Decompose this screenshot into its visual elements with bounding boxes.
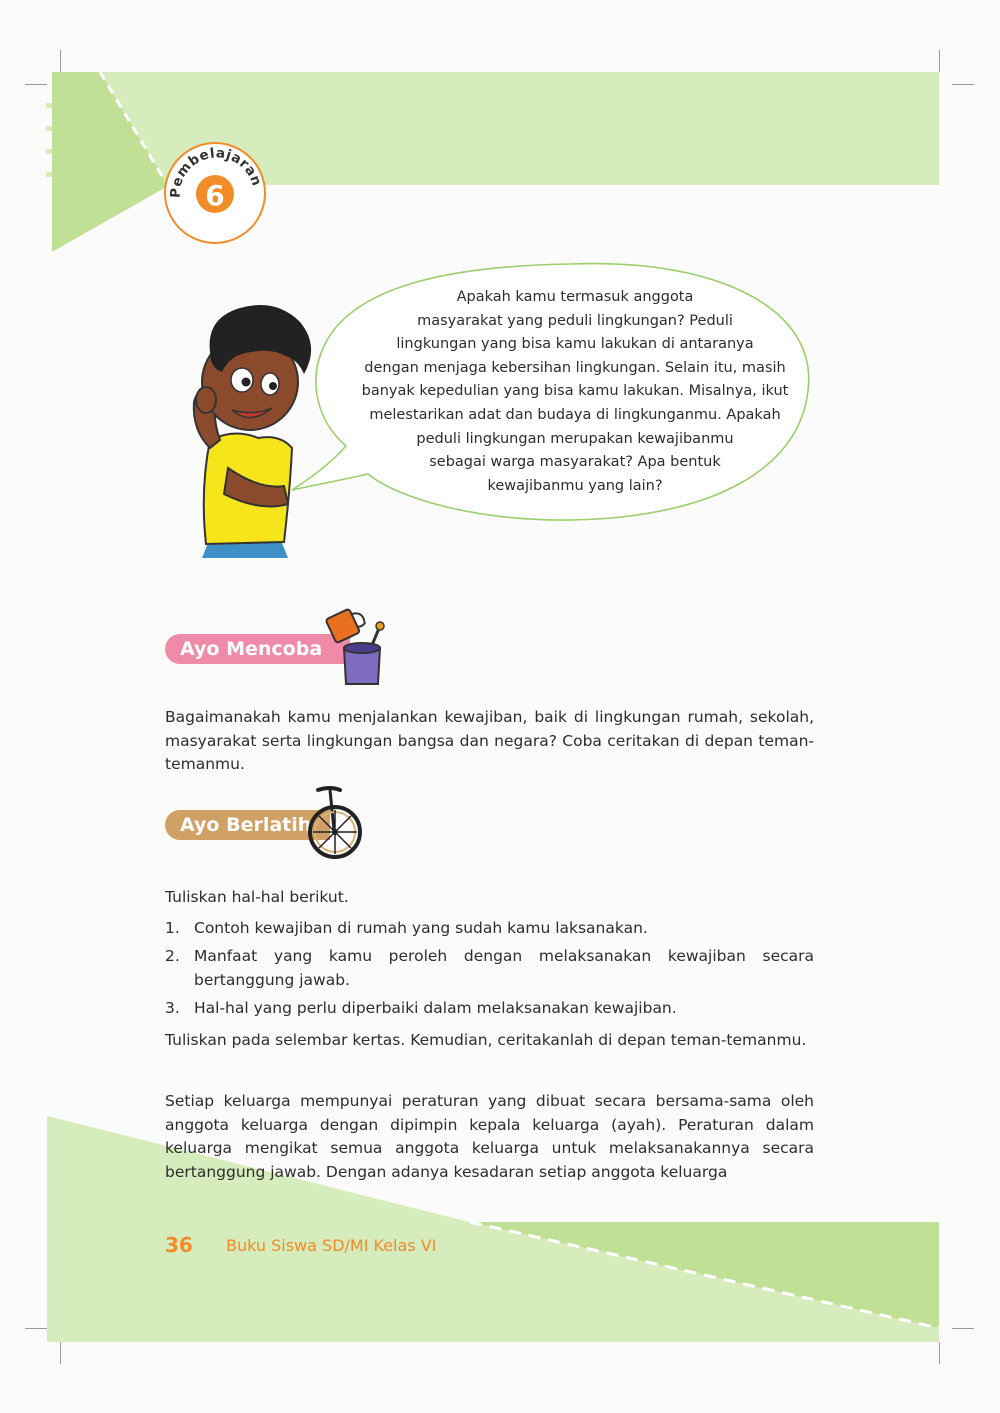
list-item-text: Manfaat yang kamu peroleh dengan melaksanakan kewajiban secara bertanggung jawab. (194, 947, 814, 989)
list-item-text: Hal-hal yang perlu diperbaiki dalam melaksanakan kewajiban. (194, 999, 677, 1017)
list-item-number: 3. (165, 999, 180, 1017)
bubble-line: kewajibanmu yang lain? (487, 477, 663, 494)
bubble-line: melestarikan adat dan budaya di lingkunganmu. Apakah (369, 406, 781, 423)
badge-number: 6 (205, 179, 225, 212)
header-decoration (0, 0, 1000, 260)
ayo-mencoba-text: Bagaimanakah kamu menjalankan kewajiban, baik di lingkungan rumah, sekolah, masyarakat serta lingkungan bangsa dan negara? Coba ceritakan di depan teman-temanmu. (165, 708, 814, 773)
bubble-line: sebagai warga masyarakat? Apa bentuk (429, 454, 721, 471)
ayo-berlatih-closing: Tuliskan pada selembar kertas. Kemudian, ceritakanlah di depan teman-temanmu. (165, 1031, 807, 1049)
ayo-mencoba-label: Ayo Mencoba (165, 634, 350, 664)
list-item-text: Contoh kewajiban di rumah yang sudah kamu laksanakan. (194, 919, 648, 937)
ayo-berlatih-label: Ayo Berlatih (165, 810, 330, 840)
bubble-line: banyak kepedulian yang bisa kamu lakukan. Misalnya, ikut (361, 383, 789, 400)
list-item-number: 1. (165, 919, 180, 937)
lesson-badge (162, 140, 268, 246)
bubble-line: masyarakat yang peduli lingkungan? Peduli (417, 312, 733, 329)
speech-bubble-text (344, 286, 806, 498)
cup-icon (320, 604, 390, 688)
page-number: 36 (165, 1233, 193, 1257)
unicycle-icon (304, 784, 366, 860)
ayo-berlatih-intro: Tuliskan hal-hal berikut. (165, 888, 349, 906)
main-paragraph: Setiap keluarga mempunyai peraturan yang dibuat secara bersama-sama oleh anggota keluarga dengan dipimpin kepala keluarga (ayah). Peraturan dalam keluarga mengikat semua anggota keluarga untuk melaksanakannya secara bertanggung jawab. Dengan adanya kesadaran setiap anggota keluarga (165, 1092, 814, 1181)
bubble-line: dengan menjaga kebersihan lingkungan. Selain itu, masih (364, 359, 786, 376)
bubble-line: peduli lingkungan merupakan kewajibanmu (416, 430, 734, 447)
book-title: Buku Siswa SD/MI Kelas VI (226, 1236, 437, 1255)
badge-label: Pembelajaran (167, 145, 265, 199)
bubble-line: lingkungan yang bisa kamu lakukan di antaranya (396, 336, 754, 353)
list-item-number: 2. (165, 947, 180, 965)
bubble-line: Apakah kamu termasuk anggota (456, 289, 694, 305)
